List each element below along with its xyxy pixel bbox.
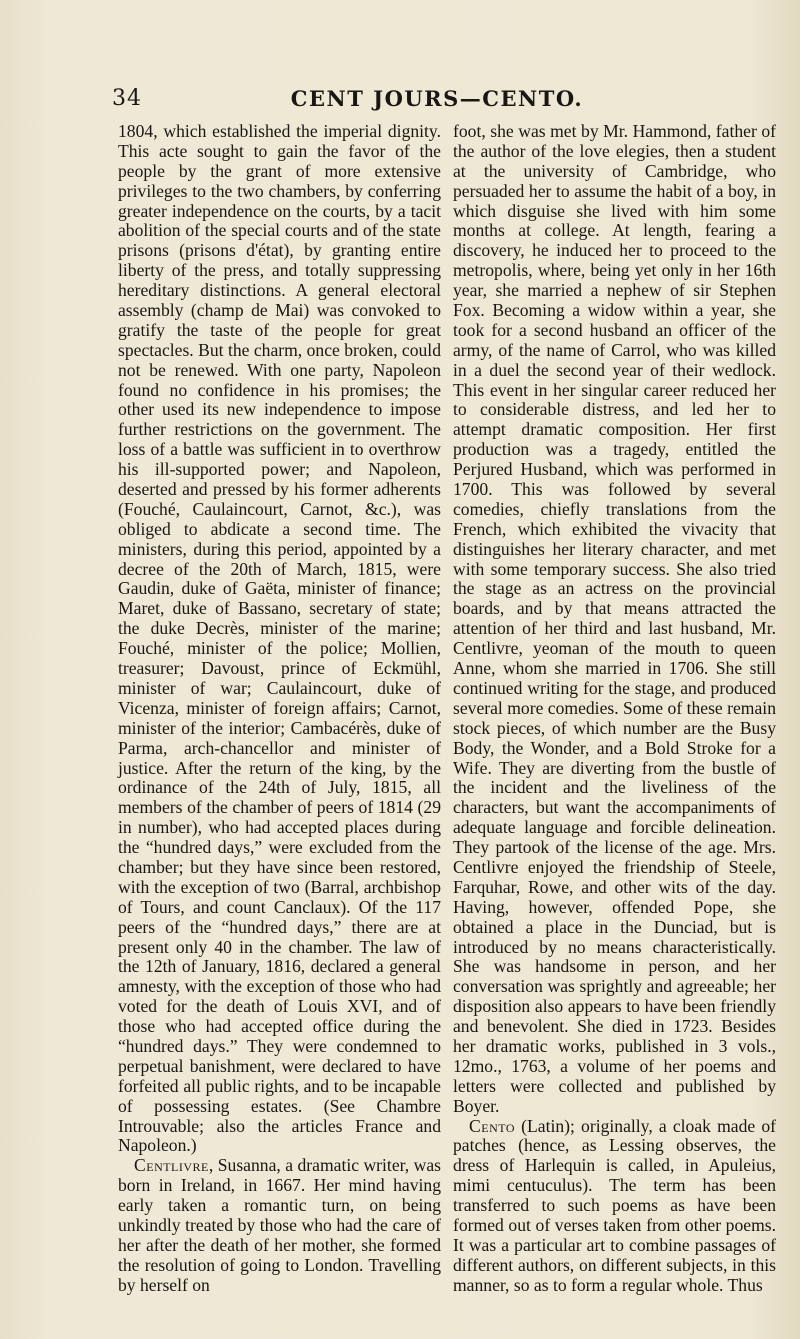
entry-headword-centlivre: Centlivre xyxy=(134,1155,209,1176)
cent-jours-paragraph: 1804, which established the imperial dignity. This acte sought to gain the favor of the people by the grant of more extensive privileges to the two chambers, by conferring greater independence on the courts, by a tacit abolition of the special courts and of the state prisons (prisons d'état), by granting entire liberty of the press, and totally suppressing hereditary distinctions. A general electoral assembly (champ de Mai) was convoked to gratify the taste of the people for great spectacles. But the charm, once broken, could not be renewed. With one party, Napoleon found no confidence in his promises; the other used its new independence to impose further restrictions on the government. The loss of a battle was sufficient in to overthrow his ill-supported power; and Napoleon, deserted and pressed by his former adherents (Fouché, Caulaincourt, Carnot, &c.), was obliged to abdicate a second time. The ministers, during this period, appointed by a decree of the 20th of March, 1815, were Gaudin, duke of Gaëta, minister of finance; Maret, duke of Bassano, secretary of state; the duke Decrès, minister of the marine; Fouché, minister of the police; Mollien, treasurer; Davoust, prince of Eckmühl, minister of war; Caulaincourt, duke of Vicenza, minister of foreign affairs; Carnot, minister of the interior; Cambacérès, duke of Parma, arch-chancellor and minister of justice. After the return of the king, by the ordinance of the 24th of July, 1815, all members of the chamber of peers of 1814 (29 in number), who had accepted places during the “hundred days,” were excluded from the chamber; but they have since been restored, with the exception of two (Barral, archbishop of Tours, and count Canclaux). Of the 117 peers of the “hundred days,” there are at present only 40 in the chamber. The law of the 12th of January, 1816, declared a general amnesty, with the exception of those who had voted for the death of Louis XVI, and of those who had accepted office during the “hundred days.” They were condemned to perpetual banishment, were declared to have forfeited all public rights, and to be incapable of possessing estates. (See Chambre Introuvable; also the articles France and Napoleon.) xyxy=(118,121,441,1156)
left-column xyxy=(118,122,441,1296)
page-header xyxy=(112,86,762,112)
centlivre-continuation: foot, she was met by Mr. Hammond, father of the author of the love elegies, then a student at the university of Cambridge, who persuaded her to assume the habit of a boy, in which disguise she lived with him some months at college. At length, fearing a discovery, he induced her to proceed to the metropolis, where, being yet only in her 16th year, she married a nephew of sir Stephen Fox. Becoming a widow within a year, she took for a second husband an officer of the army, of the name of Carrol, who was killed in a duel the second year of their wedlock. This event in her singular career reduced her to considerable distress, and led her to attempt dramatic composition. Her first production was a tragedy, entitled the Perjured Husband, which was performed in 1700. This was followed by several comedies, chiefly translations from the French, which exhibited the vivacity that distinguishes her literary character, and met with some temporary success. She also tried the stage as an actress on the provincial boards, and by that means attracted the attention of her third and last husband, Mr. Centlivre, yeoman of the mouth to queen Anne, whom she married in 1706. She still continued writing for the stage, and produced several more comedies. Some of these remain stock pieces, of which number are the Busy Body, the Wonder, and a Bold Stroke for a Wife. They are diverting from the bustle of the incident and the liveliness of the characters, but want the accompaniments of adequate language and forcible delineation. They partook of the license of the age. Mrs. Centlivre enjoyed the friendship of Steele, Farquhar, Rowe, and other wits of the day. Having, however, offended Pope, she obtained a place in the Dunciad, but is introduced by no means characteristically. She was handsome in person, and her conversation was sprightly and agreeable; her disposition also appears to have been friendly and benevolent. She died in 1723. Besides her dramatic works, published in 3 vols., 12mo., 1763, a volume of her poems and letters were collected and published by Boyer. xyxy=(453,121,776,1116)
right-column xyxy=(453,122,776,1296)
entry-headword-cento: Cento xyxy=(469,1115,516,1136)
running-title: CENT JOURS—CENTO. xyxy=(290,86,584,111)
cento-entry xyxy=(453,1117,776,1296)
centlivre-entry xyxy=(118,1156,441,1295)
centlivre-text-start: , Susanna, a dramatic writer, was born in Ireland, in 1667. Her mind having early taken a romantic turn, on being unkindly treated by those who had the care of her after the death of her mother, she formed the resolution of going to London. Travelling by herself on xyxy=(118,1155,441,1295)
cento-text: (Latin); originally, a cloak made of patches (hence, as Lessing observes, the dress of Harlequin is called, in Apuleius, mimi centuculus). The term has been transferred to such poems as have been formed out of verses taken from other poems. It was a particular art to combine passages of different authors, on different subjects, in this manner, so as to form a regular whole. Thus xyxy=(453,1115,776,1295)
page-number: 34 xyxy=(112,86,142,111)
